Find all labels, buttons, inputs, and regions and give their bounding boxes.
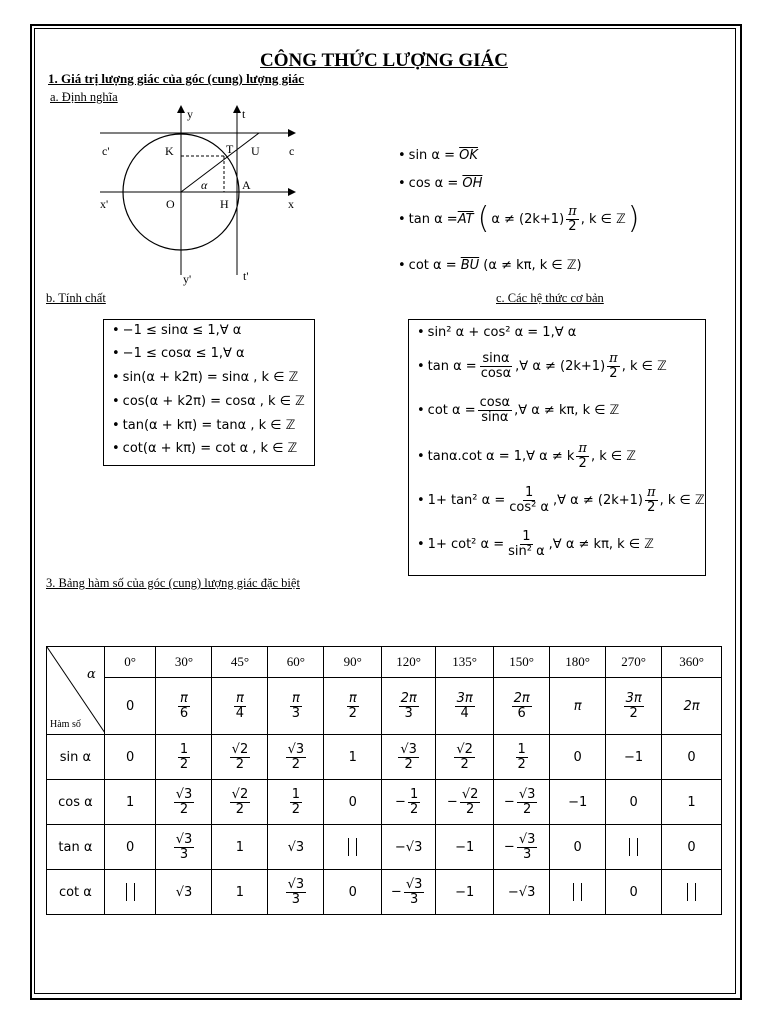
cell-value: 1 (235, 839, 245, 855)
subsection-b-heading: b. Tính chất (46, 291, 106, 305)
cell-fraction (286, 878, 307, 906)
radian-header (494, 678, 550, 735)
table-cell (104, 735, 156, 780)
table-cell (662, 735, 722, 780)
label-t-point: T (226, 142, 234, 156)
identities-box (408, 319, 706, 576)
fraction-numerator: 1 (179, 741, 189, 757)
degree-header: 0° (104, 647, 156, 678)
table-cell (494, 735, 550, 780)
table-corner-cell (47, 647, 105, 735)
table-cell (606, 780, 662, 825)
cell-fraction (517, 788, 538, 816)
degree-header: 270° (606, 647, 662, 678)
fraction-denominator: 2 (465, 801, 475, 817)
cell-value: −1 (455, 839, 475, 855)
cell-value: 1 (687, 794, 696, 810)
table-cell (212, 870, 268, 915)
table-cell (382, 825, 436, 870)
cell-sign: − (395, 794, 406, 810)
table-header-radians (47, 678, 722, 735)
corner-function-label: Hàm số (50, 719, 81, 730)
unit-circle-diagram (95, 100, 310, 290)
table-cell (550, 735, 606, 780)
table-cell (324, 870, 382, 915)
label-x-left: x' (100, 197, 109, 211)
cell-fraction (399, 692, 419, 720)
fraction-numerator: √2 (461, 786, 479, 802)
subsection-a-heading: a. Định nghĩa (50, 90, 118, 104)
table-cell (268, 825, 324, 870)
cell-value: 0 (629, 794, 638, 810)
table-cell (156, 870, 212, 915)
def-cos: • $\cos \alpha = \overline{OH}$ (398, 176, 483, 191)
table-cell (104, 870, 156, 915)
table-row (47, 825, 722, 870)
fraction-denominator: 2 (404, 756, 413, 772)
cell-fraction (517, 833, 538, 861)
cell-fraction (178, 692, 190, 720)
cell-value: 0 (573, 839, 582, 855)
undefined-mark (126, 883, 135, 901)
cell-fraction (454, 743, 475, 771)
cell-value: 0 (687, 749, 696, 765)
fraction-numerator: π (180, 690, 188, 706)
cell-fraction (230, 743, 251, 771)
cell-fraction (460, 788, 481, 816)
label-h: H (220, 197, 229, 211)
undefined-mark (687, 883, 696, 901)
table-cell (662, 825, 722, 870)
cell-value: 1 (126, 794, 135, 810)
table-cell (212, 780, 268, 825)
cell-value: 0 (126, 698, 135, 714)
table-row (47, 870, 722, 915)
undefined-mark (348, 838, 357, 856)
table-cell (436, 780, 494, 825)
fraction-numerator: 3π (456, 690, 473, 706)
cell-value: −√3 (507, 884, 536, 900)
label-c: c (289, 144, 295, 158)
def-tan: • tan α = $\overline{AT}$ ( α ≠ (2k+1) $\frac{\pi}{2}$ , k ∈ ℤ ) (398, 201, 640, 236)
label-y-bottom: y' (183, 272, 192, 286)
properties-box (103, 319, 315, 466)
identity-2: • tan α = $\frac{\sin\alpha}{\cos\alpha}$ ,∀ α ≠ (2k+1) $\frac{\pi}{2}$ , k ∈ ℤ (417, 351, 667, 381)
cell-value: 0 (348, 794, 357, 810)
table-cell (662, 870, 722, 915)
fraction-denominator: 2 (522, 801, 532, 817)
def-sin: • $\sin \alpha = \overline{OK}$ (398, 148, 478, 163)
cell-fraction (174, 833, 195, 861)
cell-value: 1 (348, 749, 357, 765)
fraction-numerator: 1 (409, 786, 419, 802)
table-cell (156, 825, 212, 870)
fraction-denominator: 3 (409, 891, 419, 907)
table-cell (212, 735, 268, 780)
fraction-numerator: √3 (400, 741, 417, 757)
fraction-denominator: 2 (629, 705, 638, 721)
table-cell (382, 735, 436, 780)
table-cell (606, 735, 662, 780)
function-label: sin α (47, 735, 105, 780)
cell-fraction (286, 743, 307, 771)
table-cell (606, 870, 662, 915)
degree-header: 135° (436, 647, 494, 678)
table-cell (212, 825, 268, 870)
cell-fraction (178, 743, 190, 771)
table-cell (494, 825, 550, 870)
cell-value: 0 (629, 884, 638, 900)
function-label: tan α (47, 825, 105, 870)
function-label: cos α (47, 780, 105, 825)
fraction-numerator: π (348, 690, 357, 706)
cell-value: 1 (235, 884, 245, 900)
table-cell (268, 735, 324, 780)
degree-header: 180° (550, 647, 606, 678)
label-c-left: c' (102, 144, 110, 158)
cell-value: π (573, 698, 582, 714)
fraction-denominator: 6 (517, 705, 526, 721)
cell-fraction (174, 788, 195, 816)
fraction-numerator: 2π (400, 690, 417, 706)
fraction-numerator: √2 (456, 741, 473, 757)
label-alpha: α (201, 178, 208, 192)
fraction-denominator: 2 (179, 756, 189, 772)
cell-fraction (455, 692, 475, 720)
cell-fraction (404, 878, 425, 906)
fraction-denominator: 2 (348, 705, 357, 721)
property-item: • sin(α + k2π) = sinα , k ∈ ℤ (112, 370, 299, 385)
fraction-numerator: π (291, 690, 300, 706)
property-item: • −1 ≤ cosα ≤ 1,∀ α (112, 346, 245, 361)
identity-6: • 1+ cot² α = $\frac{1}{\text{sin² α}}$ ,∀ α ≠ kπ, k ∈ ℤ (417, 529, 654, 559)
cell-sign: − (390, 884, 402, 900)
fraction-denominator: 2 (460, 756, 469, 772)
table-cell (436, 870, 494, 915)
degree-header: 120° (382, 647, 436, 678)
corner-alpha-label: α (87, 667, 96, 682)
fraction-denominator: 2 (179, 801, 189, 817)
table-cell (494, 780, 550, 825)
label-t: t (242, 107, 246, 121)
cell-fraction (398, 743, 419, 771)
property-item: • cot(α + kπ) = cot α , k ∈ ℤ (112, 441, 298, 456)
cell-fraction (347, 692, 359, 720)
degree-header: 360° (662, 647, 722, 678)
property-item: • cos(α + k2π) = cosα , k ∈ ℤ (112, 394, 305, 409)
table-cell (662, 780, 722, 825)
table-cell (268, 870, 324, 915)
table-cell (550, 780, 606, 825)
fraction-numerator: 1 (517, 741, 526, 757)
cell-fraction (290, 788, 302, 816)
cell-fraction (234, 692, 246, 720)
table-cell (436, 735, 494, 780)
radian-header (436, 678, 494, 735)
fraction-numerator: √3 (518, 831, 536, 847)
table-cell (104, 825, 156, 870)
cell-value: √3 (287, 839, 305, 855)
degree-header: 150° (494, 647, 550, 678)
radian-header (104, 678, 156, 735)
table-cell (104, 780, 156, 825)
table-cell (156, 780, 212, 825)
fraction-denominator: 2 (235, 801, 245, 817)
table-cell (156, 735, 212, 780)
label-a: A (242, 178, 251, 192)
label-t-bottom: t' (243, 269, 249, 283)
fraction-denominator: 4 (460, 705, 469, 721)
cell-value: 0 (573, 749, 582, 765)
subsection-c-heading: c. Các hệ thức cơ bản (496, 291, 604, 305)
table-cell (268, 780, 324, 825)
degree-header: 60° (268, 647, 324, 678)
fraction-numerator: 1 (291, 786, 301, 802)
cell-value: 0 (348, 884, 357, 900)
fraction-denominator: 2 (517, 756, 526, 772)
label-x: x (288, 197, 294, 211)
degree-header: 45° (212, 647, 268, 678)
fraction-denominator: 2 (291, 801, 301, 817)
cell-fraction (624, 692, 644, 720)
fraction-denominator: 3 (179, 846, 189, 862)
table-cell (550, 870, 606, 915)
special-values-table (46, 646, 722, 915)
cell-value: 0 (126, 749, 135, 765)
radian-header (662, 678, 722, 735)
radian-header (606, 678, 662, 735)
identity-3: • cot α = $\frac{\cos\alpha}{\sin\alpha}$ ,∀ α ≠ kπ, k ∈ ℤ (417, 395, 620, 425)
fraction-numerator: √3 (175, 786, 193, 802)
radian-header (382, 678, 436, 735)
function-label: cot α (47, 870, 105, 915)
fraction-denominator: 6 (179, 705, 189, 721)
cell-sign: − (503, 839, 515, 855)
fraction-denominator: 3 (291, 891, 301, 907)
fraction-numerator: √3 (287, 741, 305, 757)
cell-value: −1 (455, 884, 475, 900)
cell-value: 0 (687, 839, 696, 855)
cell-value: −1 (568, 794, 588, 810)
table-header-degrees (47, 647, 722, 678)
table-cell (324, 825, 382, 870)
table-cell (606, 825, 662, 870)
radian-header (268, 678, 324, 735)
fraction-numerator: √3 (405, 876, 423, 892)
label-o: O (166, 197, 175, 211)
label-k: K (165, 144, 174, 158)
table-row (47, 780, 722, 825)
fraction-denominator: 3 (522, 846, 532, 862)
cell-value: −√3 (394, 839, 423, 855)
degree-header: 90° (324, 647, 382, 678)
label-y: y (187, 107, 193, 121)
radian-header (550, 678, 606, 735)
cell-value: √3 (175, 884, 193, 900)
table-cell (382, 780, 436, 825)
identity-5: • 1+ tan² α = $\frac{1}{\text{cos² α}}$ ,∀ α ≠ (2k+1) $\frac{\pi}{2}$ , k ∈ ℤ (417, 485, 705, 515)
label-u: U (251, 144, 260, 158)
section1-heading: 1. Giá trị lượng giác của góc (cung) lượng giác (48, 71, 305, 86)
fraction-denominator: 3 (404, 705, 413, 721)
page-title: CÔNG THỨC LƯỢNG GIÁC (260, 50, 508, 71)
identity-1: • sin² α + cos² α = 1,∀ α (417, 325, 577, 340)
property-item: • tan(α + kπ) = tanα , k ∈ ℤ (112, 418, 296, 433)
cell-fraction (516, 743, 528, 771)
cell-fraction (408, 788, 420, 816)
fraction-numerator: π (236, 690, 244, 706)
table-cell (436, 825, 494, 870)
radian-header (156, 678, 212, 735)
fraction-numerator: √2 (231, 741, 249, 757)
fraction-numerator: 2π (513, 690, 530, 706)
property-item: • −1 ≤ sinα ≤ 1,∀ α (112, 323, 242, 338)
cell-value: −1 (624, 749, 644, 765)
cell-fraction (290, 692, 302, 720)
section3-heading: 3. Bảng hàm số của góc (cung) lượng giác đặc biệt (46, 576, 300, 590)
fraction-denominator: 4 (235, 705, 245, 721)
identity-4: • tanα.cot α = 1,∀ α ≠ k $\frac{\pi}{2}$ , k ∈ ℤ (417, 441, 637, 471)
undefined-mark (629, 838, 638, 856)
radian-header (212, 678, 268, 735)
cell-sign: − (503, 794, 515, 810)
cell-value: 0 (126, 839, 135, 855)
fraction-denominator: 2 (409, 801, 419, 817)
undefined-mark (573, 883, 582, 901)
fraction-numerator: √3 (175, 831, 193, 847)
fraction-denominator: 3 (291, 705, 301, 721)
fraction-denominator: 2 (235, 756, 245, 772)
fraction-numerator: √3 (518, 786, 536, 802)
table-row (47, 735, 722, 780)
fraction-numerator: √3 (287, 876, 305, 892)
table-cell (382, 870, 436, 915)
table-cell (324, 735, 382, 780)
fraction-numerator: 3π (625, 690, 642, 706)
cell-fraction (512, 692, 532, 720)
fraction-denominator: 2 (291, 756, 301, 772)
fraction-numerator: √2 (231, 786, 249, 802)
table-cell (550, 825, 606, 870)
radian-header (324, 678, 382, 735)
cell-value: 2π (683, 698, 700, 714)
table-cell (324, 780, 382, 825)
def-cot: • $\cot \alpha = \overline{BU}$ (α ≠ kπ, k ∈ ℤ) (398, 258, 582, 273)
cell-fraction (230, 788, 251, 816)
cell-sign: − (446, 794, 458, 810)
table-cell (494, 870, 550, 915)
degree-header: 30° (156, 647, 212, 678)
